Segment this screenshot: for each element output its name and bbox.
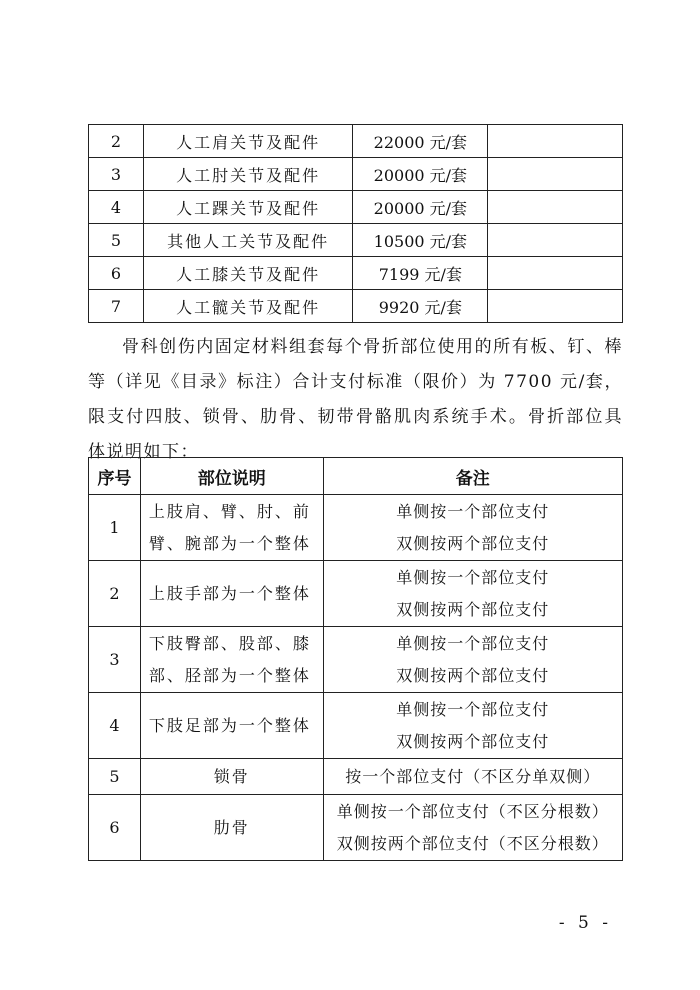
fracture-site-table <box>88 457 623 861</box>
item-note <box>488 290 623 323</box>
note-line: 双侧按两个部位支付 <box>396 599 550 619</box>
item-name: 人工膝关节及配件 <box>143 257 353 290</box>
item-name: 人工踝关节及配件 <box>143 191 353 224</box>
row-number: 2 <box>89 125 144 158</box>
note-line: 双侧按两个部位支付 <box>396 665 550 685</box>
site-description: 下肢足部为一个整体 <box>140 693 323 759</box>
joint-price-table <box>88 124 623 323</box>
row-number: 4 <box>89 693 141 759</box>
item-name: 人工髋关节及配件 <box>143 290 353 323</box>
site-note <box>323 627 622 693</box>
site-note <box>323 759 622 795</box>
row-number: 1 <box>89 495 141 561</box>
item-name: 其他人工关节及配件 <box>143 224 353 257</box>
header-number: 序号 <box>89 458 141 495</box>
table-row <box>89 693 623 759</box>
row-number: 2 <box>89 561 141 627</box>
note-line: 双侧按两个部位支付 <box>396 533 550 553</box>
header-description: 部位说明 <box>140 458 323 495</box>
site-description: 上肢手部为一个整体 <box>140 561 323 627</box>
table-row <box>89 224 623 257</box>
item-note <box>488 257 623 290</box>
item-note <box>488 158 623 191</box>
table-header-row <box>89 458 623 495</box>
paragraph-text: 骨科创伤内固定材料组套每个骨折部位使用的所有板、钉、棒等（详见《目录》标注）合计支付标准（限价）为 7700 元/套，限支付四肢、锁骨、肋骨、韧带骨骼肌肉系统手术。骨折部位具体说明如下： <box>88 337 623 462</box>
site-note <box>323 495 622 561</box>
site-note <box>323 795 622 861</box>
item-price: 9920 元/套 <box>353 290 488 323</box>
site-note <box>323 693 622 759</box>
item-name: 人工肘关节及配件 <box>143 158 353 191</box>
row-number: 6 <box>89 257 144 290</box>
item-price: 20000 元/套 <box>353 191 488 224</box>
table-row <box>89 495 623 561</box>
item-note <box>488 224 623 257</box>
header-note: 备注 <box>323 458 622 495</box>
item-note <box>488 125 623 158</box>
table-row <box>89 561 623 627</box>
site-description: 肋骨 <box>140 795 323 861</box>
item-price: 22000 元/套 <box>353 125 488 158</box>
table-row <box>89 125 623 158</box>
table-row <box>89 158 623 191</box>
table-row <box>89 191 623 224</box>
row-number: 3 <box>89 158 144 191</box>
body-paragraph <box>88 330 623 470</box>
note-line: 按一个部位支付（不区分单双侧） <box>345 766 601 786</box>
site-description: 锁骨 <box>140 759 323 795</box>
note-line: 单侧按一个部位支付 <box>396 699 550 719</box>
row-number: 3 <box>89 627 141 693</box>
table-row <box>89 795 623 861</box>
table-row <box>89 257 623 290</box>
site-description: 下肢臀部、股部、膝部、胫部为一个整体 <box>140 627 323 693</box>
item-price: 7199 元/套 <box>353 257 488 290</box>
row-number: 6 <box>89 795 141 861</box>
row-number: 4 <box>89 191 144 224</box>
page-number: - 5 - <box>558 913 612 933</box>
row-number: 5 <box>89 759 141 795</box>
note-line: 双侧按两个部位支付 <box>396 731 550 751</box>
item-name: 人工肩关节及配件 <box>143 125 353 158</box>
table-row <box>89 759 623 795</box>
site-note <box>323 561 622 627</box>
note-line: 单侧按一个部位支付 <box>396 633 550 653</box>
note-line: 单侧按一个部位支付 <box>396 567 550 587</box>
note-line: 单侧按一个部位支付 <box>396 501 550 521</box>
site-description: 上肢肩、臂、肘、前臂、腕部为一个整体 <box>140 495 323 561</box>
item-price: 20000 元/套 <box>353 158 488 191</box>
table-row <box>89 290 623 323</box>
row-number: 5 <box>89 224 144 257</box>
note-line: 双侧按两个部位支付（不区分根数） <box>336 833 609 853</box>
row-number: 7 <box>89 290 144 323</box>
note-line: 单侧按一个部位支付（不区分根数） <box>336 801 609 821</box>
item-note <box>488 191 623 224</box>
table-row <box>89 627 623 693</box>
item-price: 10500 元/套 <box>353 224 488 257</box>
